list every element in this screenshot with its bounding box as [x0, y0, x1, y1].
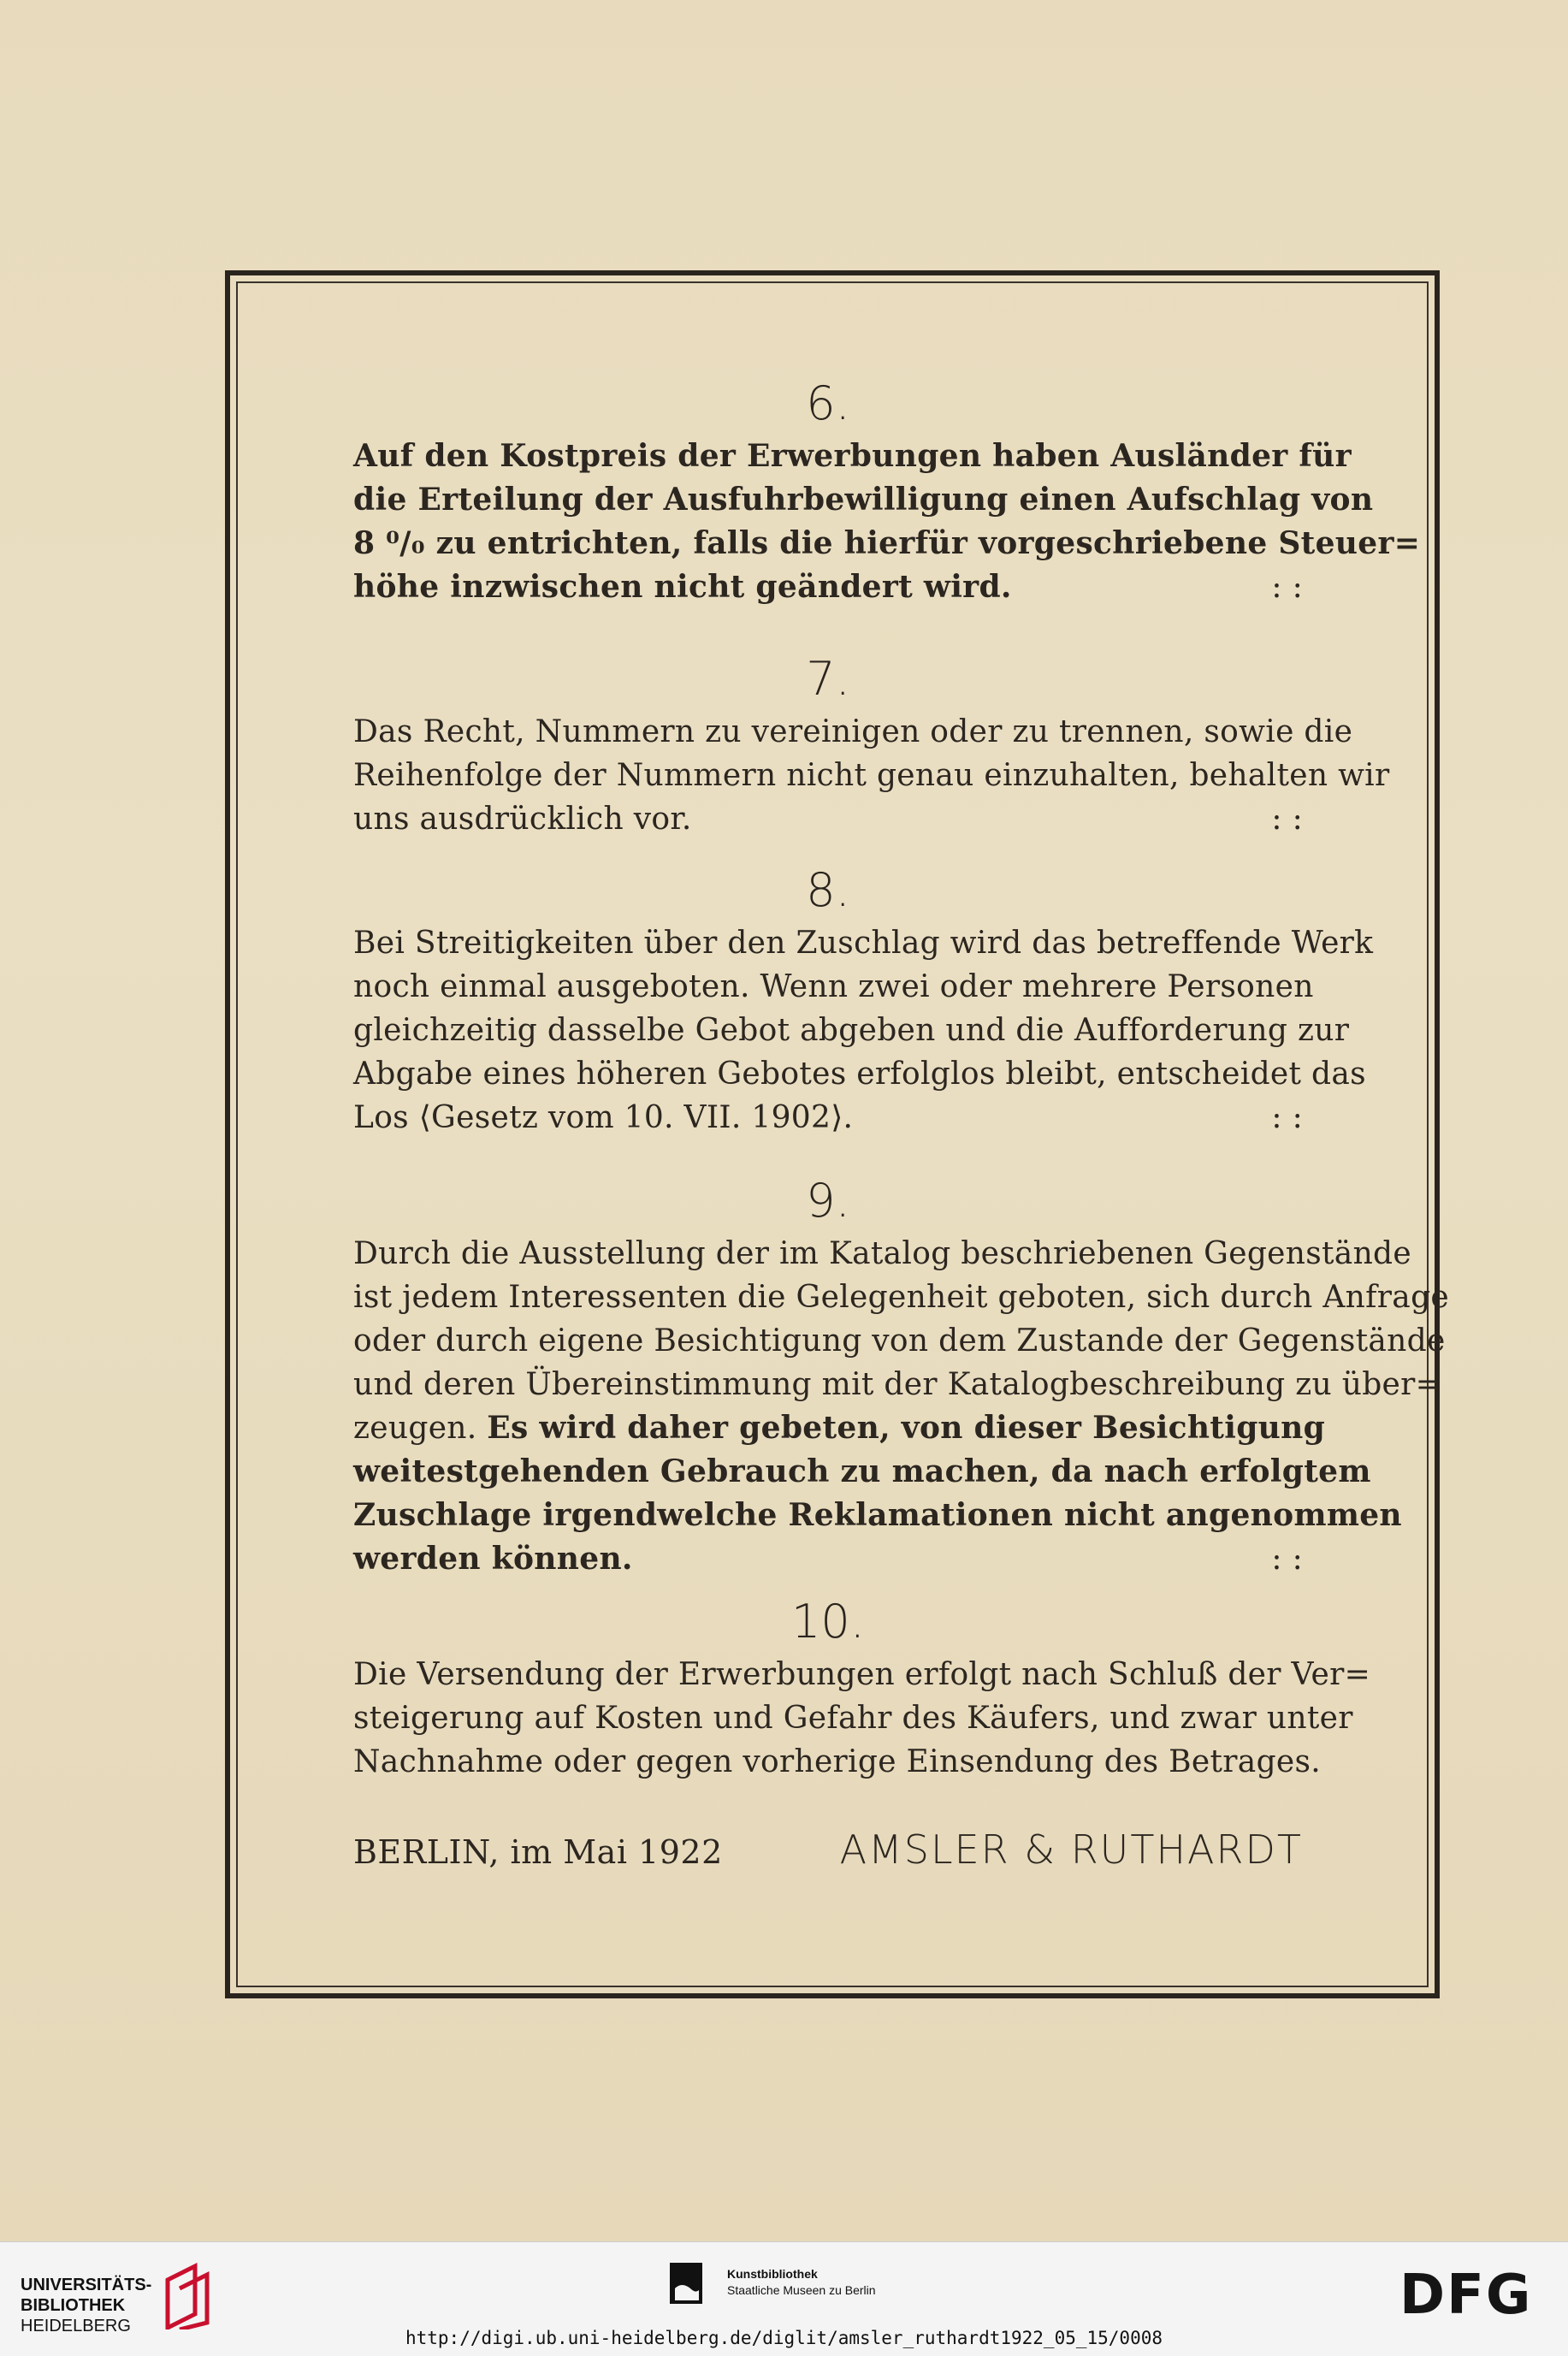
section-number: 10.: [791, 1595, 865, 1649]
section-9: [353, 1174, 1450, 1581]
place-date: BERLIN, im Mai 1922: [353, 1833, 723, 1871]
firm-name: AMSLER & RUTHARDT: [839, 1826, 1303, 1873]
section-number: 9.: [806, 1174, 850, 1228]
text-line-last: [353, 1537, 1303, 1581]
permalink-url[interactable]: [0, 2328, 1568, 2348]
section-paragraph: [353, 1653, 1371, 1784]
section-paragraph: [353, 710, 1390, 841]
text-line-last: [353, 797, 1303, 841]
library-name-line: BIBLIOTHEK: [21, 2296, 126, 2315]
text-line: Bei Streitigkeiten über den Zuschlag wird das betreffende Werk: [353, 926, 1374, 961]
text-line: weitestgehenden Gebrauch zu machen, da nach erfolgtem: [353, 1453, 1371, 1489]
library-name-line: HEIDELBERG: [21, 2317, 131, 2335]
section-8: [353, 863, 1374, 1140]
end-mark: : :: [1271, 1100, 1303, 1135]
text-line: oder durch eigene Besichtigung von dem Zustande der Gegenstände: [353, 1323, 1446, 1359]
section-7: [353, 652, 1390, 841]
text-line: Das Recht, Nummern zu vereinigen oder zu trennen, sowie die: [353, 714, 1353, 749]
text-line: die Erteilung der Ausfuhrbewilligung einen Aufschlag von: [353, 482, 1374, 518]
end-mark: : :: [1271, 570, 1303, 605]
text-line: Auf den Kostpreis der Erwerbungen haben Ausländer für: [353, 438, 1352, 474]
conditions-text: [353, 376, 1450, 1873]
kb-title: Kunstbibliothek: [727, 2267, 818, 2281]
emphasis-text: Es wird daher gebeten, von dieser Besichtigung: [487, 1410, 1326, 1446]
text-line: werden können.: [353, 1541, 633, 1577]
section-number: 6.: [806, 376, 850, 430]
section-number: 8.: [806, 863, 850, 917]
text-line-last: [353, 1096, 1303, 1140]
section-6: [353, 376, 1421, 609]
url-text[interactable]: http://digi.ub.uni-heidelberg.de/diglit/amsler_ruthardt1922_05_15/0008: [399, 2328, 1169, 2348]
section-paragraph: [353, 1232, 1450, 1581]
text-line: noch einmal ausgeboten. Wenn zwei oder mehrere Personen: [353, 969, 1314, 1004]
end-mark: : :: [1271, 1542, 1303, 1577]
kunstbibliothek-logo-text[interactable]: [727, 2266, 876, 2299]
section-10: [353, 1595, 1371, 1784]
text-line: steigerung auf Kosten und Gefahr des Käufers, und zwar unter: [353, 1701, 1353, 1736]
dfg-logo[interactable]: DFG: [1399, 2264, 1533, 2327]
text-line: 8 ⁰/₀ zu entrichten, falls die hierfür vorgeschriebene Steuer=: [353, 525, 1421, 561]
text-line-mixed: [353, 1406, 1326, 1450]
text-line: gleichzeitig dasselbe Gebot abgeben und die Aufforderung zur: [353, 1013, 1350, 1048]
text-line: Die Versendung der Erwerbungen erfolgt nach Schluß der Ver=: [353, 1657, 1371, 1692]
signature-line: [353, 1826, 1303, 1873]
text-line: Durch die Ausstellung der im Katalog beschriebenen Gegenstände: [353, 1236, 1412, 1271]
text-line: zeugen.: [353, 1411, 477, 1446]
section-paragraph: [353, 435, 1421, 609]
section-number: 7.: [806, 652, 850, 706]
text-line: Abgabe eines höheren Gebotes erfolglos bleibt, entscheidet das: [353, 1057, 1366, 1092]
text-line-last: [353, 565, 1303, 609]
text-line: höhe inzwischen nicht geändert wird.: [353, 569, 1012, 605]
university-library-logo-icon: [161, 2263, 214, 2329]
kunstbibliothek-logo-icon: [670, 2263, 702, 2304]
digitization-footer: [0, 2241, 1568, 2356]
section-paragraph: [353, 921, 1374, 1140]
text-line: Reihenfolge der Nummern nicht genau einzuhalten, behalten wir: [353, 758, 1390, 793]
library-name-line: UNIVERSITÄTS-: [21, 2276, 152, 2294]
end-mark: : :: [1271, 802, 1303, 837]
text-line: Nachnahme oder gegen vorherige Einsendung des Betrages.: [353, 1744, 1322, 1779]
text-line: uns ausdrücklich vor.: [353, 802, 692, 837]
kb-subtitle: Staatliche Museen zu Berlin: [727, 2283, 876, 2297]
text-line: Los ⟨Gesetz vom 10. VII. 1902⟩.: [353, 1100, 854, 1135]
text-line: ist jedem Interessenten die Gelegenheit geboten, sich durch Anfrage: [353, 1280, 1450, 1315]
text-line: Zuschlage irgendwelche Reklamationen nicht angenommen: [353, 1497, 1402, 1533]
text-line: und deren Übereinstimmung mit der Katalogbeschreibung zu über=: [353, 1367, 1442, 1402]
